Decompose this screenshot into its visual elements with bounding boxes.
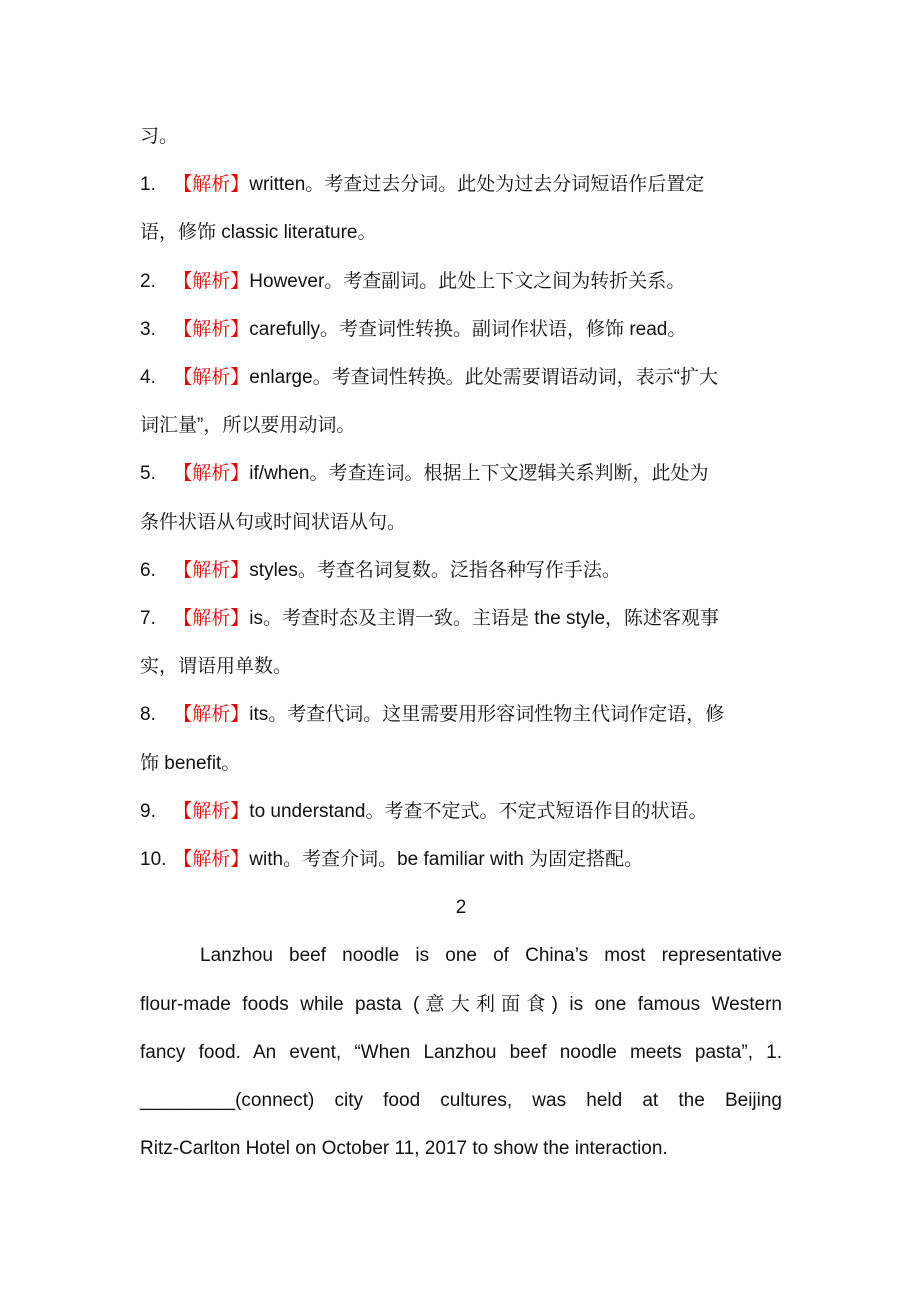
answer-item xyxy=(140,450,782,498)
answer-item xyxy=(140,547,782,595)
item-number: 1. xyxy=(140,174,156,196)
item-number: 8. xyxy=(140,704,156,726)
document-body xyxy=(140,113,782,1173)
passage-line: flour-made foods while pasta (意大利面食) is one famous Western xyxy=(140,993,782,1015)
passage-line: fancy food. An event, “When Lanzhou beef noodle meets pasta”, 1. xyxy=(140,1041,782,1063)
analysis-tag: 【解析】 xyxy=(173,800,250,822)
answer-item xyxy=(140,306,782,354)
passage-line: Ritz-Carlton Hotel on October 11, 2017 to show the interaction. xyxy=(140,1138,668,1160)
item-text: carefully。考查词性转换。副词作状语，修饰 read。 xyxy=(249,318,687,340)
item-text: its。考查代词。这里需要用形容词性物主代词作定语，修 xyxy=(249,704,725,726)
lead-line: 习。 xyxy=(140,126,179,147)
analysis-tag: 【解析】 xyxy=(173,608,250,630)
analysis-tag: 【解析】 xyxy=(173,174,250,196)
item-continuation: 实，谓语用单数。 xyxy=(140,656,293,678)
item-number: 10. xyxy=(140,849,167,871)
passage-line: Lanzhou beef noodle is one of China’s most representative xyxy=(200,945,782,967)
item-number: 7. xyxy=(140,608,156,630)
item-text: written。考查过去分词。此处为过去分词短语作后置定 xyxy=(249,174,705,196)
item-text: However。考查副词。此处上下文之间为转折关系。 xyxy=(249,270,686,292)
analysis-tag: 【解析】 xyxy=(173,318,250,340)
item-continuation: 语，修饰 classic literature。 xyxy=(140,222,377,244)
answer-item xyxy=(140,354,782,402)
analysis-tag: 【解析】 xyxy=(173,463,250,485)
analysis-tag: 【解析】 xyxy=(173,704,250,726)
analysis-tag: 【解析】 xyxy=(173,849,250,871)
item-text: styles。考查名词复数。泛指各种写作手法。 xyxy=(249,559,621,581)
item-continuation: 词汇量”，所以要用动词。 xyxy=(140,415,356,437)
answer-list xyxy=(140,161,782,884)
section-number: 2 xyxy=(455,897,467,919)
item-number: 4. xyxy=(140,367,156,389)
item-number: 5. xyxy=(140,463,156,485)
item-text: to understand。考查不定式。不定式短语作目的状语。 xyxy=(249,800,708,822)
item-text: with。考查介词。be familiar with 为固定搭配。 xyxy=(249,849,644,871)
item-continuation: 饰 benefit。 xyxy=(140,752,241,774)
item-text: is。考查时态及主谓一致。主语是 the style，陈述客观事 xyxy=(249,608,720,630)
answer-item xyxy=(140,595,782,643)
item-number: 9. xyxy=(140,800,156,822)
answer-item xyxy=(140,161,782,209)
passage-line: _________(connect) city food cultures, was held at the Beijing xyxy=(140,1090,782,1112)
item-number: 3. xyxy=(140,318,156,340)
analysis-tag: 【解析】 xyxy=(173,559,250,581)
analysis-tag: 【解析】 xyxy=(173,270,250,292)
analysis-tag: 【解析】 xyxy=(173,367,250,389)
item-text: enlarge。考查词性转换。此处需要谓语动词，表示“扩大 xyxy=(249,367,719,389)
item-text: if/when。考查连词。根据上下文逻辑关系判断，此处为 xyxy=(249,463,709,485)
answer-item xyxy=(140,691,782,739)
answer-item xyxy=(140,788,782,836)
item-number: 2. xyxy=(140,270,156,292)
passage xyxy=(140,932,782,1173)
answer-item xyxy=(140,836,782,884)
item-continuation: 条件状语从句或时间状语从句。 xyxy=(140,511,407,533)
item-number: 6. xyxy=(140,559,156,581)
answer-item xyxy=(140,258,782,306)
